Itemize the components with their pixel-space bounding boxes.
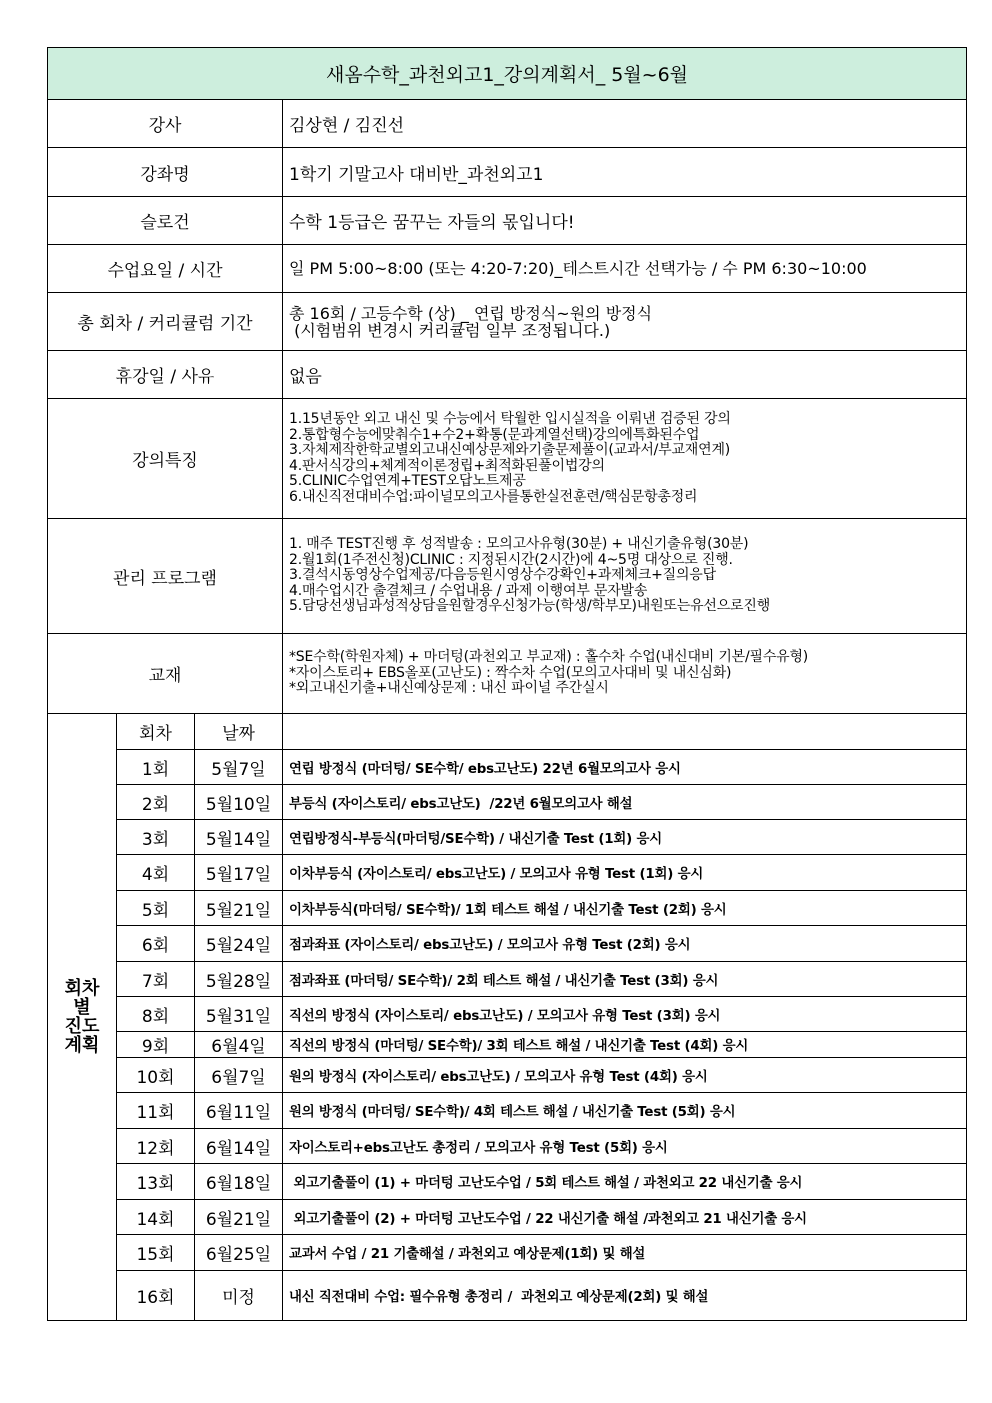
schedule-date: 6월21일	[195, 1200, 283, 1235]
schedule-content: 연립 방정식 (마더텅/ SE수학/ ebs고난도) 22년 6월모의고사 응시	[283, 750, 967, 785]
schedule-date: 6월25일	[195, 1235, 283, 1271]
schedule-row	[48, 1200, 967, 1235]
schedule-date: 6월7일	[195, 1058, 283, 1093]
management-line: 1. 매주 TEST진행 후 성적발송 : 모의고사유형(30분) + 내신기출유형(30분)	[289, 536, 749, 553]
schedule-date: 6월4일	[195, 1032, 283, 1058]
break-day-value: 없음	[283, 351, 967, 399]
schedule-date: 5월24일	[195, 926, 283, 962]
instructor-label: 강사	[48, 100, 283, 148]
schedule-row	[48, 997, 967, 1032]
class-schedule-value: 일 PM 5:00~8:00 (또는 4:20-7:20)_테스트시간 선택가능 / 수 PM 6:30~10:00	[283, 245, 967, 293]
management-line: 5.담당선생님과성적상담을원할경우신청가능(학생/학부모)내원또는유선으로진행	[289, 598, 771, 615]
curriculum-value	[283, 293, 967, 351]
management-label: 관리 프로그램	[48, 519, 283, 634]
schedule-date: 6월14일	[195, 1129, 283, 1164]
textbook-line: *SE수학(학원자체) + 마더텅(과천외고 부교재) : 홀수차 수업(내신대비 기본/필수유형)	[289, 649, 809, 666]
slogan-label: 슬로건	[48, 197, 283, 245]
schedule-round: 11회	[117, 1093, 195, 1129]
feature-line: 3.자체제작한학교별외고내신예상문제와기출문제풀이(교과서/부교재연계)	[289, 442, 731, 458]
feature-line: 5.CLINIC수업연계+TEST오답노트제공	[289, 473, 526, 489]
schedule-date: 5월17일	[195, 855, 283, 891]
schedule-content: 연립방정식-부등식(마더텅/SE수학) / 내신기출 Test (1회) 응시	[283, 820, 967, 855]
schedule-date: 5월21일	[195, 891, 283, 926]
schedule-row	[48, 1271, 967, 1321]
slogan-value: 수학 1등급은 꿈꾸는 자들의 몫입니다!	[283, 197, 967, 245]
schedule-date: 5월10일	[195, 785, 283, 820]
schedule-date: 5월31일	[195, 997, 283, 1032]
schedule-row	[48, 1235, 967, 1271]
curriculum-line: (시험범위 변경시 커리큘럼 일부 조정됩니다.)	[289, 320, 611, 340]
schedule-row	[48, 1129, 967, 1164]
schedule-round: 9회	[117, 1032, 195, 1058]
feature-line: 6.내신직전대비수업:파이널모의고사를통한실전훈련/핵심문항총정리	[289, 488, 698, 505]
textbook-line: *자이스토리+ EBS올포(고난도) : 짝수차 수업(모의고사대비 및 내신심화)	[289, 664, 732, 681]
schedule-round: 8회	[117, 997, 195, 1032]
course-name-label: 강좌명	[48, 148, 283, 197]
schedule-round: 15회	[117, 1235, 195, 1271]
schedule-content-header	[283, 714, 967, 750]
management-value	[283, 519, 967, 634]
schedule-round: 14회	[117, 1200, 195, 1235]
schedule-date: 5월14일	[195, 820, 283, 855]
schedule-content: 점과좌표 (자이스토리/ ebs고난도) / 모의고사 유형 Test (2회) 응시	[283, 926, 967, 962]
instructor-value: 김상현 / 김진선	[283, 100, 967, 148]
schedule-round: 5회	[117, 891, 195, 926]
schedule-row	[48, 926, 967, 962]
schedule-row	[48, 1164, 967, 1200]
schedule-row	[48, 750, 967, 785]
features-value	[283, 399, 967, 519]
schedule-content: 직선의 방정식 (마더텅/ SE수학)/ 3회 테스트 해설 / 내신기출 Test (4회) 응시	[283, 1032, 967, 1058]
schedule-side-label-line: 계획	[64, 1035, 100, 1056]
textbook-line: *외고내신기출+내신예상문제 : 내신 파이널 주간실시	[289, 680, 609, 697]
management-line: 3.결석시동영상수업제공/다음등원시영상수강확인+과제체크+질의응답	[289, 567, 716, 584]
schedule-round-header: 회차	[117, 714, 195, 750]
schedule-date: 5월7일	[195, 750, 283, 785]
schedule-content: 자이스토리+ebs고난도 총정리 / 모의고사 유형 Test (5회) 응시	[283, 1129, 967, 1164]
features-label: 강의특징	[48, 399, 283, 519]
class-schedule-label: 수업요일 / 시간	[48, 245, 283, 293]
schedule-round: 16회	[117, 1271, 195, 1321]
schedule-content: 원의 방정식 (자이스토리/ ebs고난도) / 모의고사 유형 Test (4회) 응시	[283, 1058, 967, 1093]
schedule-content: 교과서 수업 / 21 기출해설 / 과천외고 예상문제(1회) 및 해설	[283, 1235, 967, 1271]
lecture-plan-table	[47, 47, 967, 1321]
feature-line: 1.15년동안 외고 내신 및 수능에서 탁월한 입시실적을 이뤄낸 검증된 강의	[289, 411, 731, 427]
schedule-row	[48, 820, 967, 855]
schedule-round: 2회	[117, 785, 195, 820]
feature-line: 2.통합형수능에맞춰수1+수2+확통(문과계열선택)강의에특화된수업	[289, 426, 700, 443]
schedule-round: 12회	[117, 1129, 195, 1164]
schedule-row	[48, 891, 967, 926]
schedule-content: 이차부등식(마더텅/ SE수학)/ 1회 테스트 해설 / 내신기출 Test (2회) 응시	[283, 891, 967, 926]
schedule-row	[48, 1093, 967, 1129]
schedule-round: 6회	[117, 926, 195, 962]
schedule-round: 10회	[117, 1058, 195, 1093]
schedule-round: 3회	[117, 820, 195, 855]
course-name-value: 1학기 기말고사 대비반_과천외고1	[283, 148, 967, 197]
schedule-round: 13회	[117, 1164, 195, 1200]
schedule-date: 6월11일	[195, 1093, 283, 1129]
schedule-content: 부등식 (자이스토리/ ebs고난도) /22년 6월모의고사 해설	[283, 785, 967, 820]
schedule-side-label	[48, 714, 117, 1321]
schedule-row	[48, 785, 967, 820]
schedule-side-label-line: 회차	[64, 978, 100, 999]
schedule-content: 내신 직전대비 수업: 필수유형 총정리 / 과천외고 예상문제(2회) 및 해설	[283, 1271, 967, 1321]
break-day-label: 휴강일 / 사유	[48, 351, 283, 399]
feature-line: 4.판서식강의+체계적이론정립+최적화된풀이법강의	[289, 457, 605, 474]
textbook-value	[283, 634, 967, 714]
schedule-side-label-line: 진도	[64, 1016, 100, 1037]
page-title: 새옴수학_과천외고1_강의계획서_ 5월~6월	[48, 48, 967, 100]
schedule-row	[48, 962, 967, 997]
schedule-date: 미정	[195, 1271, 283, 1321]
schedule-date: 6월18일	[195, 1164, 283, 1200]
schedule-date: 5월28일	[195, 962, 283, 997]
schedule-content: 외고기출풀이 (2) + 마더텅 고난도수업 / 22 내신기출 해설 /과천외고 21 내신기출 응시	[283, 1200, 967, 1235]
schedule-round: 1회	[117, 750, 195, 785]
schedule-round: 4회	[117, 855, 195, 891]
schedule-date-header: 날짜	[195, 714, 283, 750]
schedule-round: 7회	[117, 962, 195, 997]
textbook-label: 교재	[48, 634, 283, 714]
schedule-content: 점과좌표 (마더텅/ SE수학)/ 2회 테스트 해설 / 내신기출 Test (3회) 응시	[283, 962, 967, 997]
schedule-content: 직선의 방정식 (자이스토리/ ebs고난도) / 모의고사 유형 Test (3회) 응시	[283, 997, 967, 1032]
management-line: 2.월1회(1주전신청)CLINIC : 지정된시간(2시간)에 4~5명 대상으로 진행.	[289, 551, 733, 568]
curriculum-line: 총 16회 / 고등수학 (상) _ 연립 방정식~원의 방정식	[289, 303, 653, 323]
schedule-side-label-line: 별	[73, 997, 91, 1018]
schedule-row	[48, 855, 967, 891]
schedule-content: 이차부등식 (자이스토리/ ebs고난도) / 모의고사 유형 Test (1회) 응시	[283, 855, 967, 891]
curriculum-label: 총 회차 / 커리큘럼 기간	[48, 293, 283, 351]
schedule-content: 원의 방정식 (마더텅/ SE수학)/ 4회 테스트 해설 / 내신기출 Test (5회) 응시	[283, 1093, 967, 1129]
schedule-row	[48, 1032, 967, 1058]
schedule-content: 외고기출풀이 (1) + 마더텅 고난도수업 / 5회 테스트 해설 / 과천외고 22 내신기출 응시	[283, 1164, 967, 1200]
schedule-row	[48, 1058, 967, 1093]
management-line: 4.매수업시간 출결체크 / 수업내용 / 과제 이행여부 문자발송	[289, 582, 648, 599]
